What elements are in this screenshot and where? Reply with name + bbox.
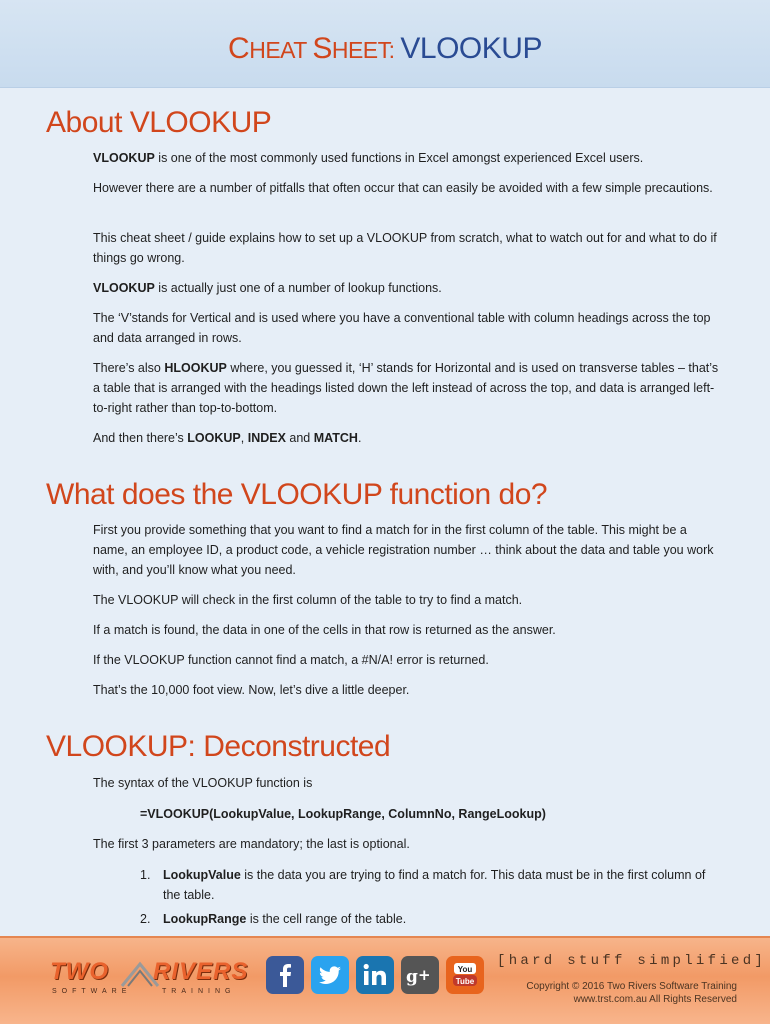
two-rivers-logo[interactable] (50, 958, 255, 998)
linkedin-icon[interactable] (356, 956, 394, 994)
about-paragraph-3: This cheat sheet / guide explains how to set up a VLOOKUP from scratch, what to watch out for and what to do if things go wrong. (93, 231, 717, 265)
what-paragraph-2: The VLOOKUP will check in the first column of the table to try to find a match. (93, 593, 523, 607)
page-title (0, 32, 770, 66)
deconstructed-paragraph-2: The first 3 parameters are mandatory; the last is optional. (93, 837, 410, 851)
youtube-icon[interactable] (446, 956, 484, 994)
twitter-icon[interactable] (311, 956, 349, 994)
syntax-line: =VLOOKUP(LookupValue, LookupRange, ColumnNo, RangeLookup) (140, 807, 546, 821)
footer-bar (0, 936, 770, 1024)
heading-deconstructed: VLOOKUP: Deconstructed (46, 730, 391, 763)
page-title-prefix: CHEAT SHEET: (228, 32, 401, 65)
page-title-subject: VLOOKUP (400, 32, 542, 65)
heading-about: About VLOOKUP (46, 106, 272, 139)
list-item: 2. LookupRange is the cell range of the table. (140, 912, 407, 926)
parameter-list (93, 865, 723, 933)
what-paragraph-1: First you provide something that you want to find a match for in the first column of the table. This might be a name, an employee ID, a product code, a vehicle registration number … think about the data and table you work with, and you’ll know what you need. (93, 523, 714, 577)
logo-subtitle-software: SOFTWARE (52, 988, 132, 995)
svg-text:Tube: Tube (455, 977, 475, 986)
about-paragraph-7: And then there’s LOOKUP, INDEX and MATCH. (93, 431, 362, 445)
facebook-icon[interactable] (266, 956, 304, 994)
svg-text:+: + (418, 966, 431, 984)
about-paragraph-4: VLOOKUP is actually just one of a number of lookup functions. (93, 281, 442, 295)
what-paragraph-5: That’s the 10,000 foot view. Now, let’s dive a little deeper. (93, 683, 410, 697)
logo-word-rivers: RIVERS (153, 958, 249, 985)
what-paragraph-4: If the VLOOKUP function cannot find a match, a #N/A! error is returned. (93, 653, 489, 667)
website-text: www.trst.com.au All Rights Reserved (573, 994, 737, 1005)
google-plus-icon[interactable] (401, 956, 439, 994)
svg-text:g: g (406, 967, 418, 987)
about-paragraph-1: VLOOKUP is one of the most commonly used functions in Excel amongst experienced Excel users. (93, 151, 644, 165)
list-item: 1. LookupValue is the data you are trying to find a match for. This data must be in the first column of the table. (140, 868, 706, 902)
logo-word-two: TWO (50, 958, 109, 985)
document-body (0, 88, 770, 936)
what-paragraph-3: If a match is found, the data in one of the cells in that row is returned as the answer. (93, 623, 556, 637)
tagline: [hard stuff simplified] (497, 953, 767, 969)
about-paragraph-6: There’s also HLOOKUP where, you guessed it, ‘H’ stands for Horizontal and is used on transverse tables – that’s a table that is arranged with the headings listed down the left instead of across the top, and data is arranged left-to-right rather than top-to-bottom. (93, 361, 719, 415)
svg-text:You: You (457, 965, 473, 974)
heading-what-does: What does the VLOOKUP function do? (46, 478, 548, 511)
about-paragraph-5: The ‘V’stands for Vertical and is used where you have a conventional table with column headings across the top and data arranged in rows. (93, 311, 711, 345)
logo-subtitle-training: TRAINING (162, 988, 236, 995)
deconstructed-paragraph-1: The syntax of the VLOOKUP function is (93, 776, 313, 790)
about-paragraph-2: However there are a number of pitfalls that often occur that can easily be avoided with a few simple precautions. (93, 181, 713, 195)
copyright-text: Copyright © 2016 Two Rivers Software Training (526, 981, 737, 992)
